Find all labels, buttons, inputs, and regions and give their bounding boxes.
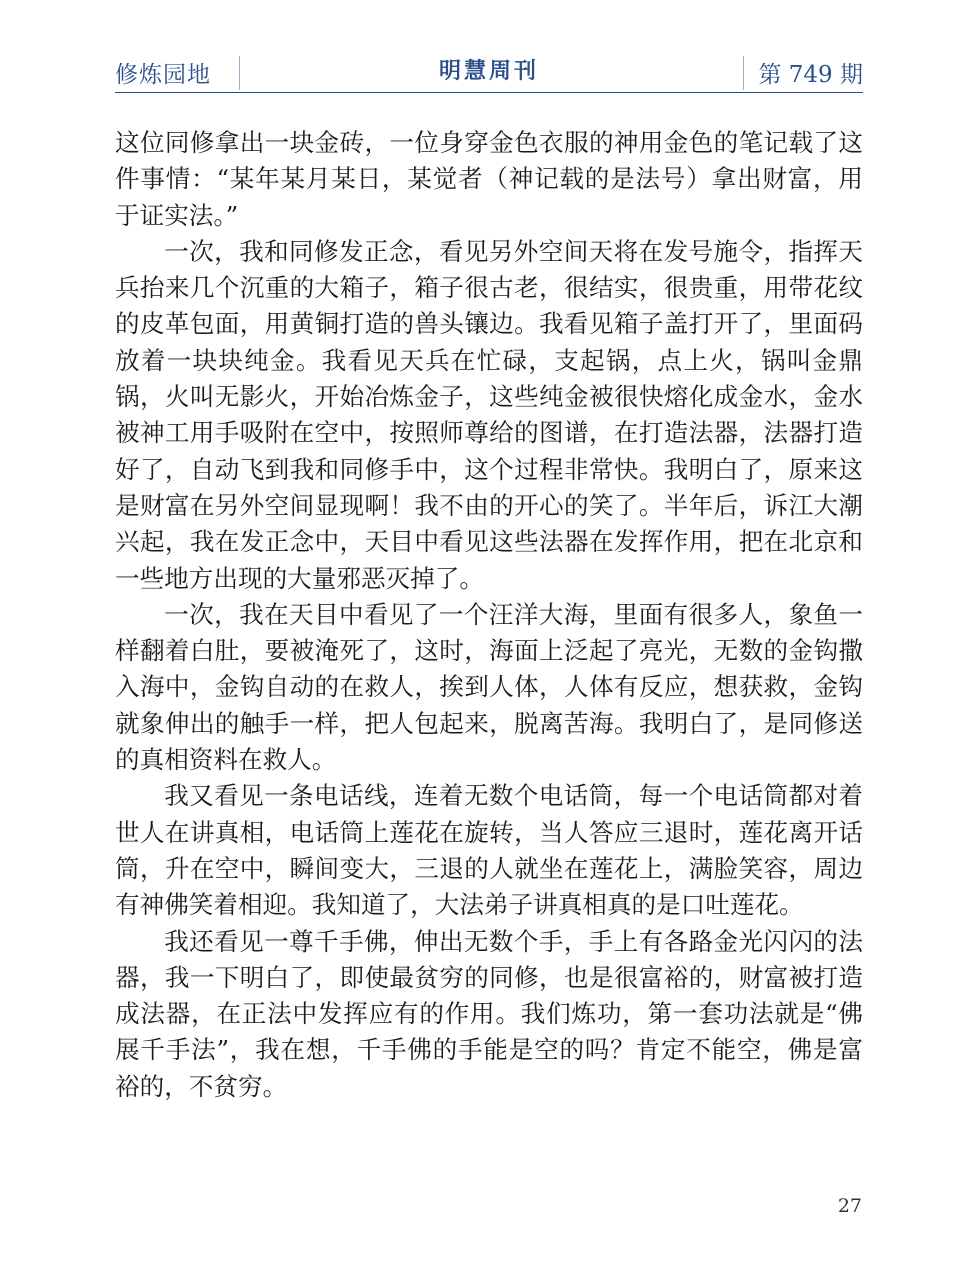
paragraph: 一次，我和同修发正念，看见另外空间天将在发号施令，指挥天兵抬来几个沉重的大箱子，箱子很古老，很结实，很贵重，用带花纹的皮革包面，用黄铜打造的兽头镶边。我看见箱子盖打开了，里面码放着一块块纯金。我看见天兵在忙碌，支起锅，点上火，锅叫金鼎锅，火叫无影火，开始冶炼金子，这些纯金被很快熔化成金水，金水被神工用手吸附在空中，按照师尊给的图谱，在打造法器，法器打造好了，自动飞到我和同修手中，这个过程非常快。我明白了，原来这是财富在另外空间显现啊！我不由的开心的笑了。半年后，诉江大潮兴起，我在发正念中，天目中看见这些法器在发挥作用，把在北京和一些地方出现的大量邪恶灭掉了。 [115,236,863,593]
issue-number: 第 749 期 [758,62,863,88]
page-header [115,50,863,93]
paragraph: 我还看见一尊千手佛，伸出无数个手，手上有各路金光闪闪的法器，我一下明白了，即使最贫穷的同修，也是很富裕的，财富被打造成法器，在正法中发挥应有的作用。我们炼功，第一套功法就是“佛展千手法”，我在想，千手佛的手能是空的吗？肯定不能空，佛是富裕的，不贫穷。 [115,926,863,1101]
header-divider-right [743,56,744,90]
section-title: 修炼园地 [115,62,211,88]
publication-title: 明慧周刊 [438,59,539,84]
paragraph: 我又看见一条电话线，连着无数个电话筒，每一个电话筒都对着世人在讲真相，电话筒上莲花在旋转，当人答应三退时，莲花离开话筒，升在空中，瞬间变大，三退的人就坐在莲花上，满脸笑容，周边有神佛笑着相迎。我知道了，大法弟子讲真相真的是口吐莲花。 [115,781,863,920]
article-body [115,125,863,1105]
page-number: 27 [837,1195,862,1217]
paragraph: 这位同修拿出一块金砖，一位身穿金色衣服的神用金色的笔记载了这件事情：“某年某月某日，某觉者（神记载的是法号）拿出财富，用于证实法。” [115,128,863,230]
paragraph: 一次，我在天目中看见了一个汪洋大海，里面有很多人，象鱼一样翻着白肚，要被淹死了，这时，海面上泛起了亮光，无数的金钩撒入海中，金钩自动的在救人，挨到人体，人体有反应，想获救，金钩就象伸出的触手一样，把人包起来，脱离苦海。我明白了，是同修送的真相资料在救人。 [115,599,863,775]
